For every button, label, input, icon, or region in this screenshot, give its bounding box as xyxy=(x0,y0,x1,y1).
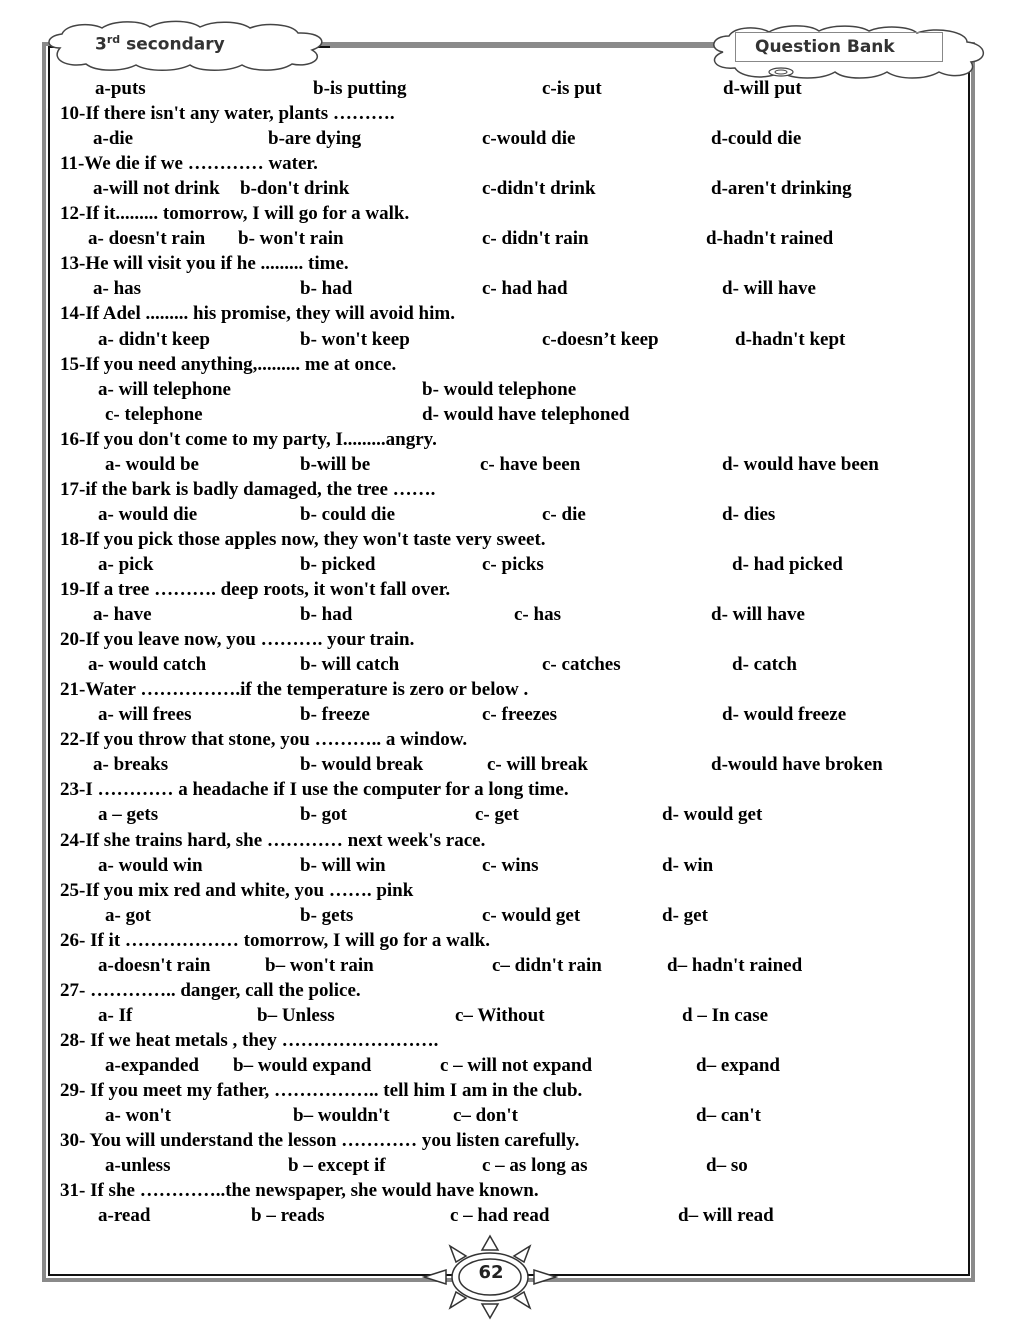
answer-option: a- won't xyxy=(105,1105,171,1127)
answer-option: d-would have broken xyxy=(711,754,883,776)
answer-option: c-is put xyxy=(542,78,602,99)
answer-option: b- had xyxy=(300,278,353,300)
answer-option: c- had had xyxy=(482,278,568,300)
question-text: 18-If you pick those apples now, they won't taste very sweet. xyxy=(60,528,546,550)
answer-option: c-would die xyxy=(482,128,576,150)
answer-option: a- would catch xyxy=(88,654,207,676)
answer-option: c – will not expand xyxy=(440,1054,593,1076)
answer-option: d-will put xyxy=(723,78,802,99)
answer-option: a- got xyxy=(105,904,151,926)
answer-option: d- would have telephoned xyxy=(422,403,630,425)
answer-option: a- would die xyxy=(98,503,198,525)
answer-option: d-aren't drinking xyxy=(711,178,852,200)
question-text: 26- If it ……………… tomorrow, I will go for a walk. xyxy=(60,929,490,951)
answer-option: d-hadn't kept xyxy=(735,328,846,350)
question-text: 31- If she …………..the newspaper, she would have known. xyxy=(60,1180,539,1202)
question-text: 24-If she trains hard, she ………… next week's race. xyxy=(60,829,486,851)
header-bar xyxy=(330,42,720,48)
answer-option: b- had xyxy=(300,604,353,626)
answer-option: d- get xyxy=(662,904,708,926)
answer-option: b – except if xyxy=(288,1155,386,1177)
question-text: 16-If you don't come to my party, I.........angry. xyxy=(60,428,437,450)
answer-option: a- breaks xyxy=(93,754,169,776)
answer-option: d– hadn't rained xyxy=(667,954,803,976)
answer-option: d- would get xyxy=(662,804,763,826)
question-text: 30- You will understand the lesson ………… you listen carefully. xyxy=(60,1130,580,1152)
question-text: 23-I ………… a headache if I use the computer for a long time. xyxy=(60,779,569,801)
answer-option: a- would be xyxy=(105,453,199,475)
answer-option: a- would win xyxy=(98,854,203,876)
answer-option: a-will not drink xyxy=(93,178,220,200)
question-text: 10-If there isn't any water, plants ………. xyxy=(60,103,395,125)
answer-option: b- would break xyxy=(300,754,424,776)
answer-option: b– would expand xyxy=(233,1054,372,1076)
answer-option: a- didn't keep xyxy=(98,328,210,350)
answer-option: a-read xyxy=(98,1205,151,1227)
answer-option: c- telephone xyxy=(105,403,203,425)
answer-option: c – as long as xyxy=(482,1155,588,1177)
answer-option: c– didn't rain xyxy=(492,954,602,976)
answer-option: c- catches xyxy=(542,654,621,676)
answer-option: b- won't keep xyxy=(300,328,410,350)
question-text: 28- If we heat metals , they ……………………. xyxy=(60,1029,439,1051)
answer-option: c- didn't rain xyxy=(482,228,589,250)
answer-option: d- will have xyxy=(711,604,805,626)
answer-option: d- will have xyxy=(722,278,816,300)
answer-option: c- wins xyxy=(482,854,539,876)
answer-option: b- would telephone xyxy=(422,378,577,400)
answer-option: c- picks xyxy=(482,553,544,575)
answer-option: c- will break xyxy=(487,754,588,776)
answer-option: c– Without xyxy=(455,1004,545,1026)
answer-option: d– can't xyxy=(696,1105,761,1127)
answer-option: a- If xyxy=(98,1004,133,1026)
question-text: 11-We die if we ………… water. xyxy=(60,153,318,175)
question-text: 14-If Adel ......... his promise, they will avoid him. xyxy=(60,303,455,325)
answer-option: d– will read xyxy=(678,1205,774,1227)
answer-option: d-hadn't rained xyxy=(706,228,834,250)
question-text: 25-If you mix red and white, you ……. pink xyxy=(60,879,414,901)
question-text: 13-He will visit you if he ......... time. xyxy=(60,253,349,275)
badge-label: Question Bank xyxy=(755,37,895,57)
answer-option: b– wouldn't xyxy=(293,1105,390,1127)
answer-option: b-don't drink xyxy=(240,178,350,200)
question-text: 12-If it......... tomorrow, I will go for a walk. xyxy=(60,203,410,225)
answer-option: a- doesn't rain xyxy=(88,228,206,250)
answer-option: d– so xyxy=(706,1155,748,1177)
answer-option: b- picked xyxy=(300,553,376,575)
answer-option: b- gets xyxy=(300,904,354,926)
question-text: 15-If you need anything,......... me at once. xyxy=(60,353,397,375)
answer-option: a- will frees xyxy=(98,704,192,726)
answer-option: a – gets xyxy=(98,804,159,826)
answer-option: c- would get xyxy=(482,904,581,926)
answer-option: b- won't rain xyxy=(238,228,344,250)
answer-option: a-unless xyxy=(105,1155,171,1177)
answer-option: d-could die xyxy=(711,128,802,150)
answer-option: c- freezes xyxy=(482,704,558,726)
answer-option: b-will be xyxy=(300,453,371,475)
answer-option: b– Unless xyxy=(257,1004,335,1026)
question-text: 29- If you meet my father, …………….. tell him I am in the club. xyxy=(60,1080,583,1101)
question-text: 19-If a tree ………. deep roots, it won't fall over. xyxy=(60,579,451,600)
answer-option: c – had read xyxy=(450,1205,550,1227)
answer-option: d- would freeze xyxy=(722,704,847,726)
answer-option: b- could die xyxy=(300,503,396,525)
answer-option: c-didn't drink xyxy=(482,178,596,200)
answer-option: a-puts xyxy=(95,78,146,99)
answer-option: a- have xyxy=(93,604,152,626)
question-text: 22-If you throw that stone, you ……….. a window. xyxy=(60,729,468,751)
answer-option: d- win xyxy=(662,854,714,876)
answer-option: a-doesn't rain xyxy=(98,954,211,976)
answer-option: d- dies xyxy=(722,503,776,525)
grade-label: 3rd secondary xyxy=(95,33,225,55)
question-text: 27- ………….. danger, call the police. xyxy=(60,979,361,1001)
question-text: 17-if the bark is badly damaged, the tree ……. xyxy=(60,478,436,500)
answer-option: d– expand xyxy=(696,1054,780,1076)
answer-option: a- pick xyxy=(98,553,154,575)
question-text: 21-Water …………….if the temperature is zero or below . xyxy=(60,679,529,701)
answer-option: c- get xyxy=(475,804,519,826)
answer-option: b– won't rain xyxy=(265,954,374,976)
answer-option: b- will catch xyxy=(300,654,400,676)
answer-option: d – In case xyxy=(682,1004,769,1026)
page-number: 62 xyxy=(478,1262,504,1283)
answer-option: a- has xyxy=(93,278,142,300)
answer-option: d- would have been xyxy=(722,453,879,475)
answer-option: b – reads xyxy=(251,1205,325,1227)
answer-option: c- has xyxy=(514,604,561,626)
answer-option: c- die xyxy=(542,503,586,525)
answer-option: c-doesn’t keep xyxy=(542,328,659,350)
answer-option: b- got xyxy=(300,804,347,826)
question-text: 20-If you leave now, you ………. your train. xyxy=(60,629,415,651)
answer-option: d- catch xyxy=(732,654,797,676)
answer-option: b-is putting xyxy=(313,78,407,99)
answer-option: c- have been xyxy=(480,453,581,475)
answer-option: a- will telephone xyxy=(98,378,231,400)
answer-option: b- freeze xyxy=(300,704,370,726)
answer-option: c– don't xyxy=(453,1105,518,1127)
answer-option: b-are dying xyxy=(268,128,362,150)
answer-option: a-die xyxy=(93,128,134,150)
answer-option: d- had picked xyxy=(732,553,843,575)
answer-option: a-expanded xyxy=(105,1054,199,1076)
answer-option: b- will win xyxy=(300,854,386,876)
